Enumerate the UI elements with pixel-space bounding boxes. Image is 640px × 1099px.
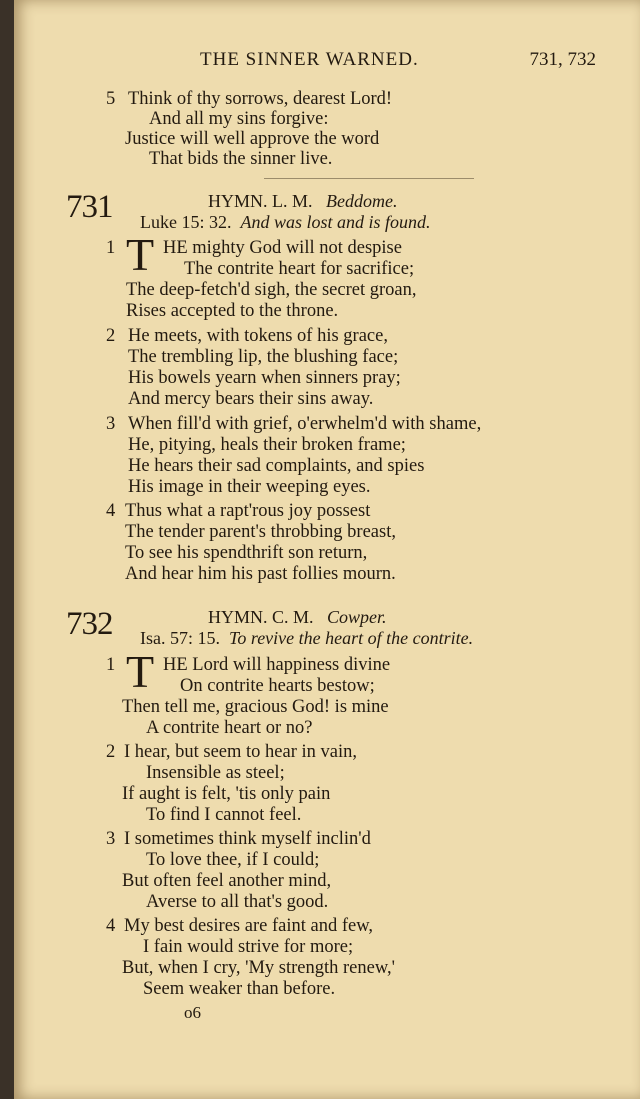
verse-line: Thus what a rapt'rous joy possest [125, 501, 371, 521]
hymn-meter: HYMN. L. M. [208, 191, 313, 211]
verse-line: I fain would strive for more; [143, 937, 354, 957]
stanza-number: 1 [106, 655, 116, 675]
verse-line: His image in their weeping eyes. [128, 477, 371, 497]
stanza-number: 1 [106, 238, 116, 258]
verse-line: HE mighty God will not despise [163, 238, 402, 258]
running-title: THE SINNER WARNED. [200, 49, 419, 70]
scripture-reference [140, 627, 473, 649]
verse-line: The trembling lip, the blushing face; [128, 347, 399, 367]
verse-line: The tender parent's throbbing breast, [125, 522, 396, 542]
verse-line: When fill'd with grief, o'erwhelm'd with shame, [128, 414, 482, 434]
stanza-number: 2 [106, 742, 116, 762]
verse-line: To see his spendthrift son return, [125, 543, 368, 563]
hymn-range: 731, 732 [529, 49, 596, 70]
scripture-quote: To revive the heart of the contrite. [229, 628, 474, 648]
verse-line: But, when I cry, 'My strength renew,' [122, 958, 395, 978]
hymn-heading [208, 190, 398, 212]
scripture-quote: And was lost and is found. [240, 212, 431, 232]
verse-line: He hears their sad complaints, and spies [128, 456, 425, 476]
drop-cap: T [126, 229, 155, 280]
scripture-ref: Isa. 57: 15. [140, 628, 220, 648]
hymn-number: 732 [66, 606, 113, 642]
verse-line: The contrite heart for sacrifice; [184, 259, 415, 279]
verse-line: And all my sins forgive: [149, 109, 329, 129]
verse-line: And mercy bears their sins away. [128, 389, 374, 409]
hymn-author: Beddome. [326, 191, 398, 211]
verse-line: Averse to all that's good. [146, 892, 329, 912]
verse-line: Insensible as steel; [146, 763, 285, 783]
hymn-meter: HYMN. C. M. [208, 607, 314, 627]
stanza-number: 3 [106, 414, 116, 434]
verse-line: I hear, but seem to hear in vain, [124, 742, 357, 762]
verse-line: He meets, with tokens of his grace, [128, 326, 388, 346]
hymn-heading [208, 606, 387, 628]
verse-line: If aught is felt, 'tis only pain [122, 784, 331, 804]
stanza-number: 5 [106, 89, 116, 109]
verse-line: Think of thy sorrows, dearest Lord! [128, 89, 393, 109]
separator-rule [264, 178, 474, 179]
verse-line: To love thee, if I could; [146, 850, 320, 870]
verse-line: His bowels yearn when sinners pray; [128, 368, 401, 388]
hymn-number: 731 [66, 189, 113, 225]
verse-line: The deep-fetch'd sigh, the secret groan, [126, 280, 417, 300]
scripture-ref: Luke 15: 32. [140, 212, 232, 232]
verse-line: Seem weaker than before. [143, 979, 336, 999]
verse-line: Then tell me, gracious God! is mine [122, 697, 389, 717]
verse-line: Rises accepted to the throne. [126, 301, 339, 321]
stanza-number: 2 [106, 326, 116, 346]
verse-line: But often feel another mind, [122, 871, 332, 891]
page-header [14, 47, 640, 73]
verse-line: Justice will well approve the word [125, 129, 380, 149]
verse-line: On contrite hearts bestow; [180, 676, 375, 696]
verse-line: And hear him his past follies mourn. [125, 564, 396, 584]
signature-mark: o6 [184, 1003, 201, 1022]
hymn-author: Cowper. [327, 607, 387, 627]
verse-line: That bids the sinner live. [149, 149, 333, 169]
stanza-number: 4 [106, 916, 116, 936]
verse-line: HE Lord will happiness divine [163, 655, 391, 675]
scripture-reference [140, 211, 431, 233]
verse-line: I sometimes think myself inclin'd [124, 829, 371, 849]
drop-cap: T [126, 646, 155, 697]
verse-line: A contrite heart or no? [146, 718, 313, 738]
hymnal-page [14, 0, 640, 1099]
stanza-number: 4 [106, 501, 116, 521]
verse-line: My best desires are faint and few, [124, 916, 373, 936]
verse-line: He, pitying, heals their broken frame; [128, 435, 406, 455]
verse-line: To find I cannot feel. [146, 805, 302, 825]
stanza-number: 3 [106, 829, 116, 849]
